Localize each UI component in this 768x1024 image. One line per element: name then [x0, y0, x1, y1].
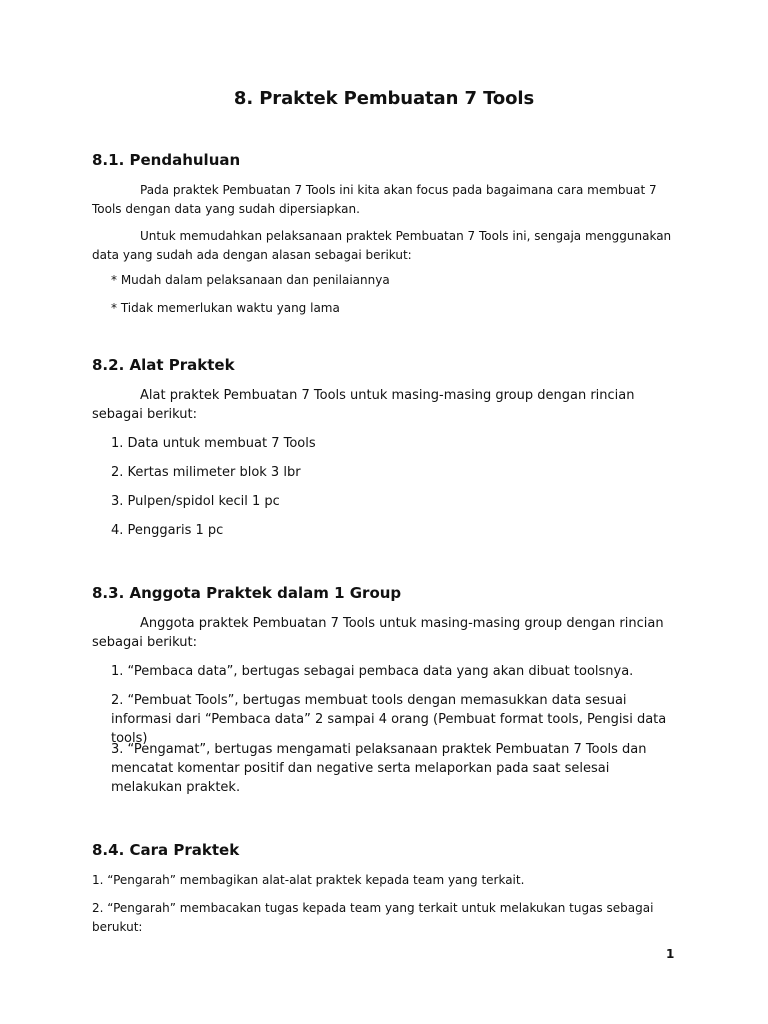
paragraph: Alat praktek Pembuatan 7 Tools untuk masing-masing group dengan rincian sebagai berikut: [92, 388, 635, 422]
list-item: 4. Penggaris 1 pc [111, 523, 224, 538]
page-number: 1 [666, 947, 675, 961]
paragraph: Anggota praktek Pembuatan 7 Tools untuk masing-masing group dengan rincian sebagai berikut: [92, 616, 664, 650]
list-item: 3. Pulpen/spidol kecil 1 pc [111, 494, 280, 509]
paragraph: Pada praktek Pembuatan 7 Tools ini kita akan focus pada bagaimana cara membuat 7 Tools dengan data yang sudah dipersiapkan. [92, 183, 657, 216]
list-item: 3. “Pengamat”, bertugas mengamati pelaksanaan praktek Pembuatan 7 Tools dan mencatat komentar positif dan negative serta melaporkan pada saat selesai melakukan praktek. [111, 742, 647, 795]
bullet-item: * Tidak memerlukan waktu yang lama [111, 301, 340, 315]
list-item: 1. “Pembaca data”, bertugas sebagai pembaca data yang akan dibuat toolsnya. [111, 664, 634, 679]
section-heading-alat-praktek: 8.2. Alat Praktek [92, 356, 235, 374]
section-heading-anggota-praktek: 8.3. Anggota Praktek dalam 1 Group [92, 584, 402, 602]
bullet-item: * Mudah dalam pelaksanaan dan penilaiannya [111, 273, 390, 287]
list-item: 2. Kertas milimeter blok 3 lbr [111, 465, 301, 480]
list-item: 2. “Pembuat Tools”, bertugas membuat tools dengan memasukkan data sesuai informasi dari “Pembaca data” 2 sampai 4 orang (Pembuat format tools, Pengisi data tools) [111, 693, 667, 746]
list-item: 1. “Pengarah” membagikan alat-alat praktek kepada team yang terkait. [92, 873, 525, 887]
list-item: 1. Data untuk membuat 7 Tools [111, 436, 316, 451]
list-item: 2. “Pengarah” membacakan tugas kepada team yang terkait untuk melakukan tugas sebagai berukut: [92, 901, 654, 934]
paragraph: Untuk memudahkan pelaksanaan praktek Pembuatan 7 Tools ini, sengaja menggunakan data yang sudah ada dengan alasan sebagai berikut: [92, 229, 672, 262]
section-heading-cara-praktek: 8.4. Cara Praktek [92, 841, 240, 859]
section-heading-pendahuluan: 8.1. Pendahuluan [92, 151, 241, 169]
document-title: 8. Praktek Pembuatan 7 Tools [233, 88, 535, 109]
